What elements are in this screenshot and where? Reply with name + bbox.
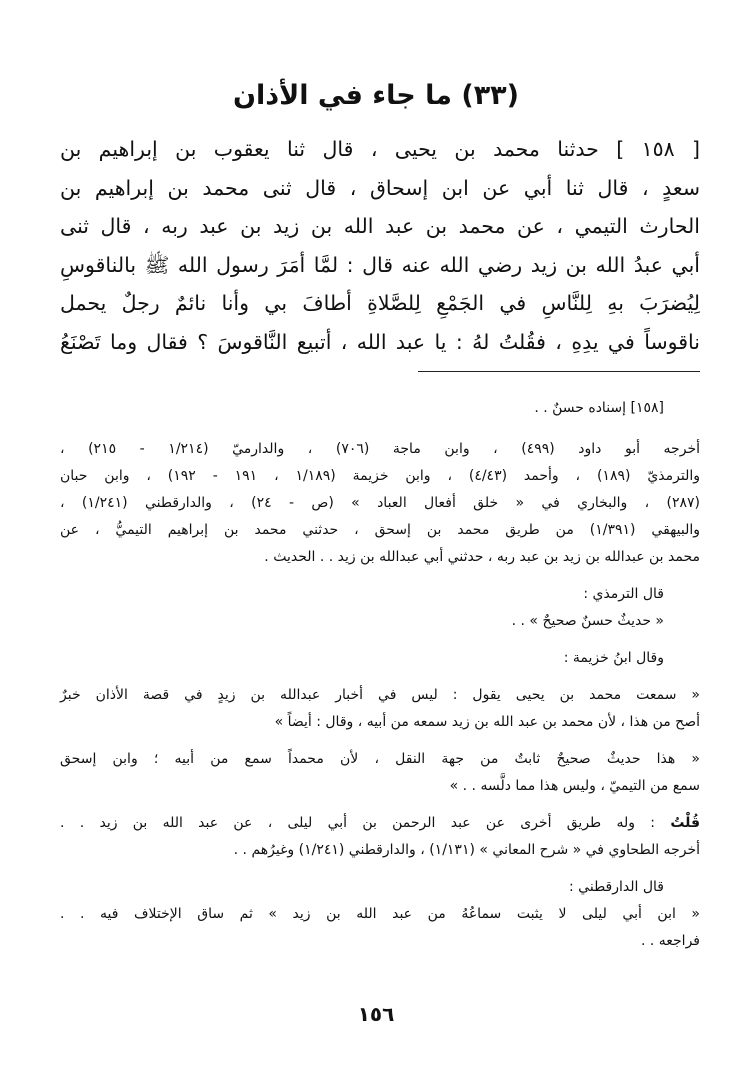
ibn-khuzaymah-quote-line: « هذا حديثٌ صحيحٌ ثابتٌ من جهة النقل ، لأن محمداً سمع من أبيه ؛ وابن إسحق xyxy=(60,751,700,767)
ibn-khuzaymah-quote-line: « سمعت محمد بن يحيى يقول : ليس في أخبار عبدالله بن زيدٍ في قصة الأذان خبرٌ xyxy=(60,687,700,703)
takhrij-line: أخرجه أبو داود (٤٩٩) ، وابن ماجة (٧٠٦) ، والدارميّ (١/٢١٤ - ٢١٥) ، xyxy=(60,441,700,457)
hadith-line: ناقوساً في يدِهِ ، فقُلتُ لهُ : يا عبد الله ، أتبيع النَّاقوسَ ؟ فقال وما تَصْنَعُ xyxy=(60,329,700,354)
hadith-line: سعدٍ ، قال ثنا أبي عن ابن إسحاق ، قال ثنى محمد بن إبراهيم بن xyxy=(60,175,700,200)
daraqutni-label: قال الدارقطني : xyxy=(569,879,664,895)
takhrij-line: والترمذيّ (١٨٩) ، وأحمد (٤/٤٣) ، وابن خزيمة (١/١٨٩ ، ١٩١ - ١٩٢) ، وابن حبان xyxy=(60,468,700,484)
hadith-text xyxy=(60,130,700,361)
qultu-word: قُلْتُ xyxy=(670,815,701,831)
ibn-khuzaymah-label: وقال ابنُ خزيمة : xyxy=(563,650,664,666)
tirmidhi-label: قال الترمذي : xyxy=(583,586,664,602)
takhrij-line: (٢٨٧) ، والبخاري في « خلق أفعال العباد » (ص - ٢٤) ، والدارقطني (١/٢٤١) ، xyxy=(60,495,701,511)
daraqutni-quote-line: فراجعه . . xyxy=(640,933,700,949)
hadith-line: [ ١٥٨ ] حدثنا محمد بن يحيى ، قال ثنا يعقوب بن إبراهيم بن xyxy=(60,137,700,161)
ibn-khuzaymah-quote-line: سمع من التيميّ ، وليس هذا مما دلَّسه . . » xyxy=(449,778,700,794)
hadith-line: لِيُضرَبَ بهِ لِلنَّاسِ في الجَمْعِ لِلصَّلاةِ أطافَ بي وأنا نائمٌ رجلٌ يحمل xyxy=(60,291,700,315)
qultu-line: أخرجه الطحاوي في « شرح المعاني » (١/١٣١) ، والدارقطني (١/٢٤١) وغيرُهم . . xyxy=(233,842,700,858)
qultu-line xyxy=(60,810,700,837)
tirmidhi-quote: « حديثٌ حسنٌ صحيحٌ » . . xyxy=(511,613,664,629)
takhrij-line: محمد بن عبدالله بن زيد بن عبد ربه ، حدثني أبي عبدالله بن زيد . . الحديث . xyxy=(264,549,700,565)
hadith-line: الحارث التيمي ، عن محمد بن عبد الله بن زيد بن عبد ربه ، قال ثنى xyxy=(60,214,700,238)
page-number: ١٥٦ xyxy=(357,1002,395,1026)
isnad-note: [١٥٨] إسناده حسنٌ . . xyxy=(534,400,664,416)
daraqutni-quote-line: « ابن أبي ليلى لا يثبت سماعُهُ من عبد الله بن زيد » ثم ساق الإختلاف فيه . . xyxy=(60,906,700,922)
ibn-khuzaymah-quote-line: أصح من هذا ، لأن محمد بن عبد الله بن زيد سمعه من أبيه ، وقال : أيضاً » xyxy=(274,714,700,730)
hadith-line: أبي عبدُ الله بن زيد رضي الله عنه قال : لمَّا أمَرَ رسول الله ﷺ بالناقوسِ xyxy=(60,252,700,277)
takhrij-line: والبيهقي (١/٣٩١) من طريق محمد بن إسحق ، حدثني محمد بن إبراهيم التيميُّ ، عن xyxy=(60,522,701,538)
footnotes xyxy=(60,395,700,955)
qultu-text: : وله طريق أخرى عن عبد الرحمن بن أبي ليلى ، عن عبد الله بن زيد . . xyxy=(60,815,656,831)
takhrij-paragraph xyxy=(60,436,700,571)
chapter-title: (٣٣) ما جاء في الأذان xyxy=(232,80,520,111)
footnote-separator xyxy=(418,371,700,372)
